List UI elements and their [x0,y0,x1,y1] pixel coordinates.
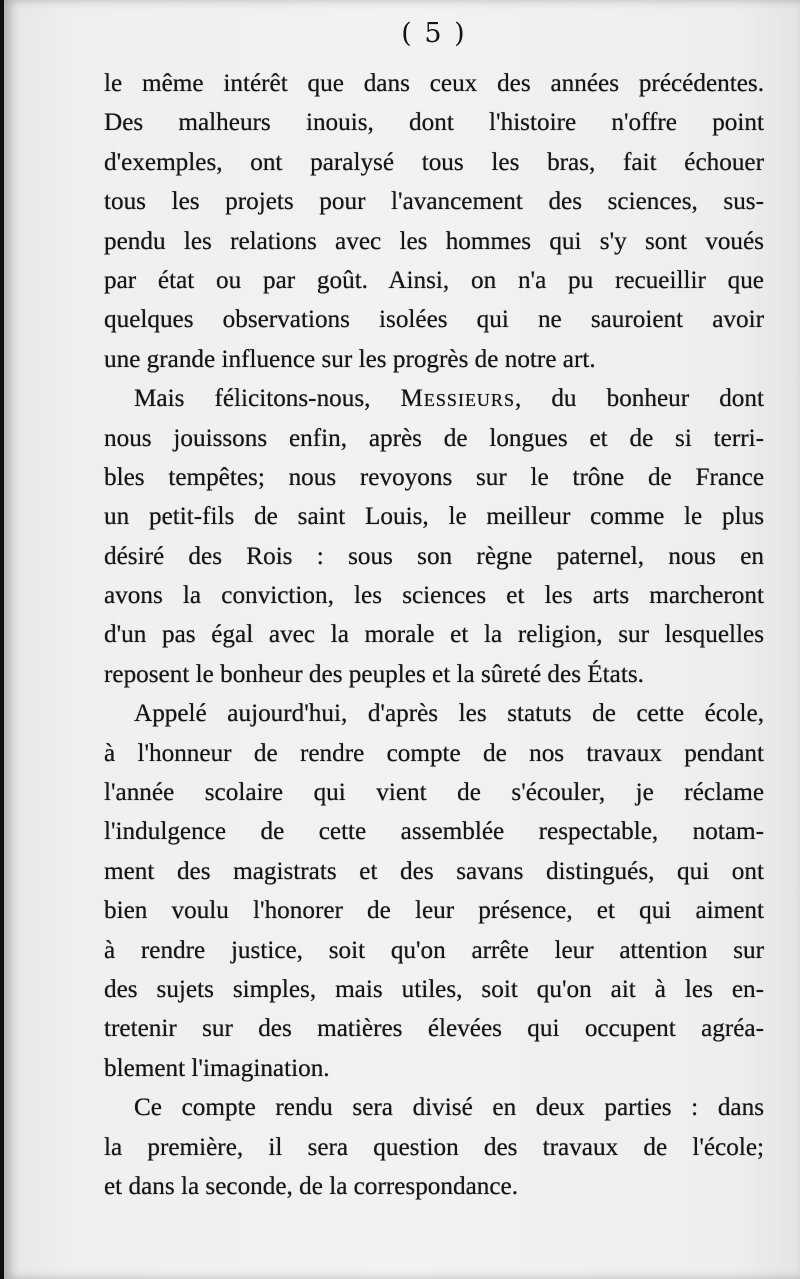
text-line: Des malheurs inouis, dont l'histoire n'offre point [104,109,764,137]
text-line: ment des magistrats et des savans distingués, qui ont [104,857,764,885]
text-line: pendu les relations avec les hommes qui s'y sont voués [104,227,764,255]
paragraph-2 [104,379,764,694]
text-line: et dans la seconde, de la correspondance. [104,1172,519,1200]
text-line: l'indulgence de cette assemblée respectable, notam- [104,818,764,846]
text-line: désiré des Rois : sous son règne paternel, nous en [104,542,764,570]
text-line: l'année scolaire qui vient de s'écouler, je réclame [104,779,764,807]
text-line: un petit-fils de saint Louis, le meilleur comme le plus [104,503,764,531]
body-text [104,64,764,1206]
text-line: par état ou par goût. Ainsi, on n'a pu recueillir que [104,266,764,294]
text-line: Ce compte rendu sera divisé en deux parties : dans [134,1094,764,1122]
text-line: nous jouissons enfin, après de longues et de si terri- [104,424,764,452]
text-line: blement l'imagination. [104,1054,330,1082]
text-line: d'exemples, ont paralysé tous les bras, fait échouer [104,148,764,176]
text-line: bien voulu l'honorer de leur présence, et qui aiment [104,897,764,925]
text-fragment: , du bonheur dont [514,385,764,413]
book-page [4,0,800,1279]
paragraph-3 [104,694,764,1088]
salutation-smallcaps: Messieurs [400,385,515,413]
text-line: des sujets simples, mais utiles, soit qu'on ait à les en- [104,975,764,1003]
text-line: tretenir sur des matières élevées qui occupent agréa- [104,1015,764,1043]
text-line: à rendre justice, soit qu'on arrête leur attention sur [104,936,764,964]
paragraph-1 [104,64,764,379]
text-line [104,379,764,418]
text-line: le même intérêt que dans ceux des années précédentes. [104,70,764,97]
page-number: ( 5 ) [401,18,467,49]
text-line: quelques observations isolées qui ne sauroient avoir [104,306,764,334]
text-line: d'un pas égal avec la morale et la religion, sur lesquelles [104,621,764,649]
text-line: une grande influence sur les progrès de notre art. [104,345,596,373]
text-line: à l'honneur de rendre compte de nos travaux pendant [104,739,764,767]
text-fragment: Mais félicitons-nous, [134,385,371,413]
text-line: reposent le bonheur des peuples et la sûreté des États. [104,660,644,688]
paragraph-4 [104,1088,764,1206]
text-line: avons la conviction, les sciences et les arts marcheront [104,582,764,610]
text-line: bles tempêtes; nous revoyons sur le trône de France [104,463,764,491]
text-line: tous les projets pour l'avancement des sciences, sus- [104,188,764,216]
text-line: la première, il sera question des travaux de l'école; [104,1133,764,1161]
text-line: Appelé aujourd'hui, d'après les statuts de cette école, [134,700,764,728]
